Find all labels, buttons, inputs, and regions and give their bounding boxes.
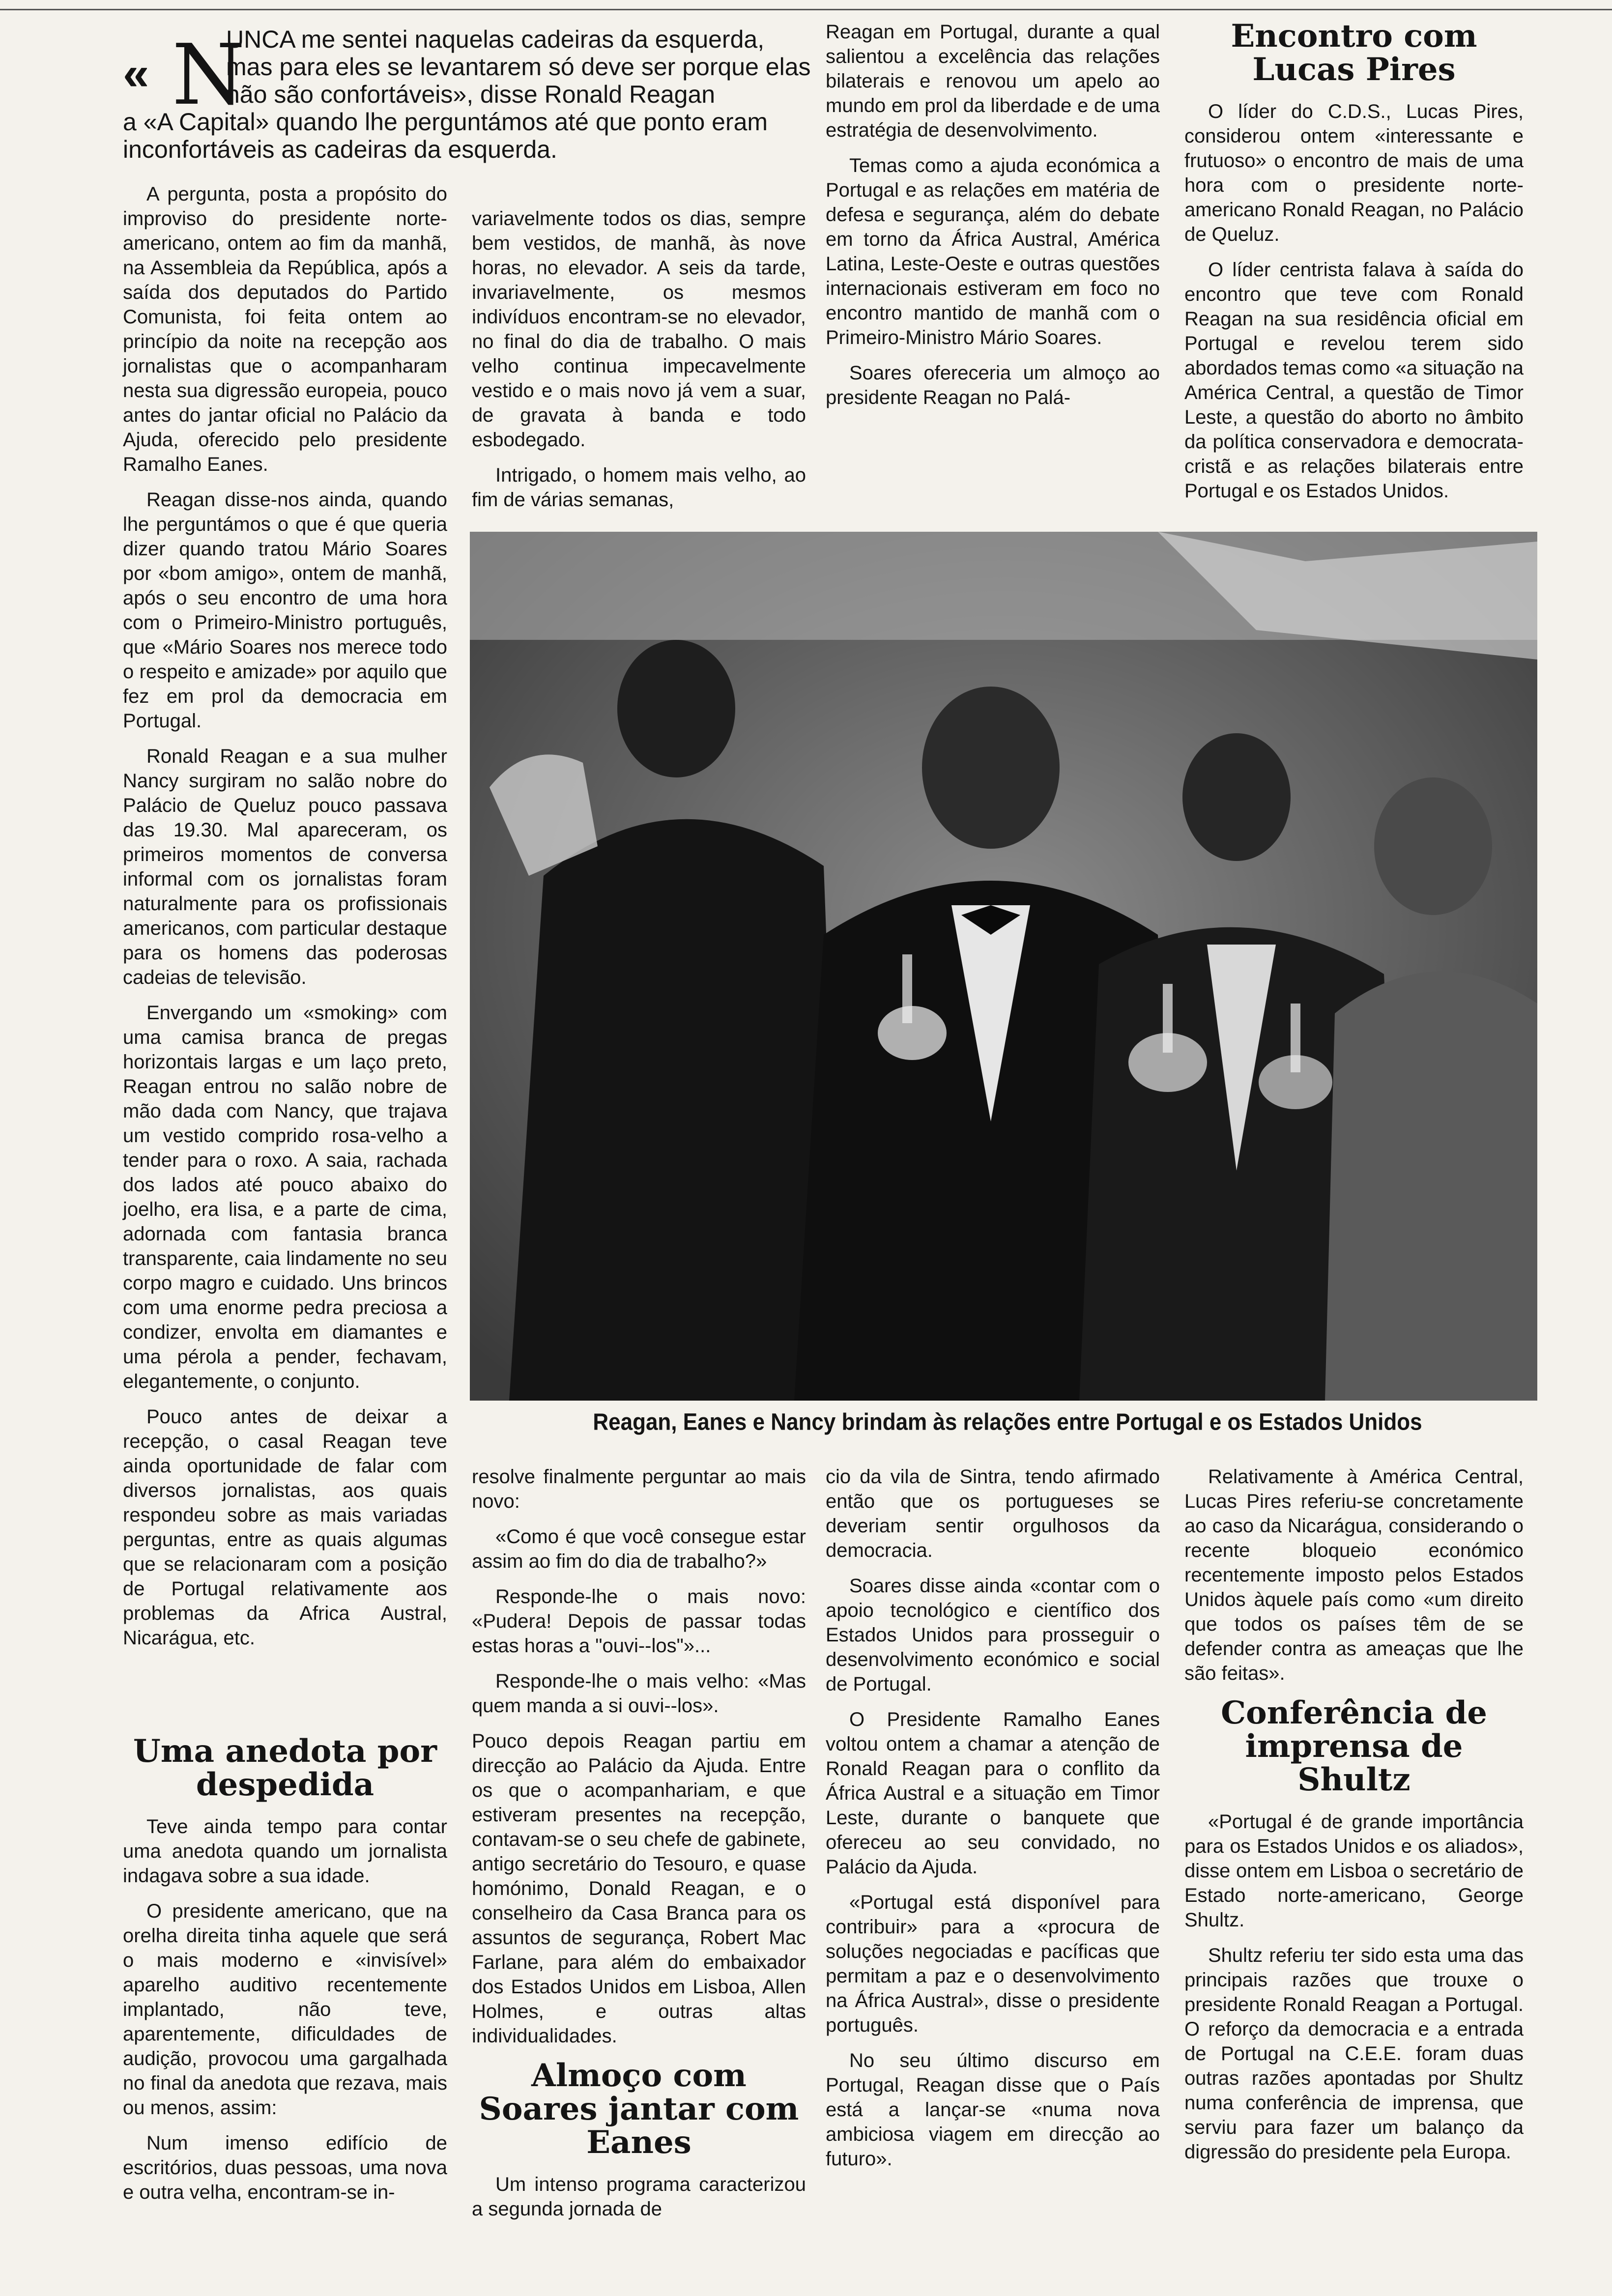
column-4-bottom <box>1184 1464 1524 2290</box>
paragraph: cio da vila de Sintra, tendo afirmado então que os portugueses se deveriam sentir orgulhosos da democracia. <box>826 1466 1160 1561</box>
paragraph: Responde-lhe o mais novo: «Pudera! Depois de passar todas estas horas a "ouvi--los"»... <box>472 1586 806 1657</box>
paragraph: O líder centrista falava à saída do encontro que teve com Ronald Reagan na sua residência oficial em Portugal e revelou terem sido abordados temas como «a situação na América Central, a questão de Timor Leste, a questão do aborto no âmbito da política conservadora e democrata-cristã e as relações bilaterais entre Portugal e os Estados Unidos. <box>1184 259 1524 502</box>
paragraph: Soares ofereceria um almoço ao presidente Reagan no Palá- <box>826 362 1160 408</box>
top-rule <box>0 9 1612 10</box>
column-3-top <box>826 20 1160 516</box>
column-1-top <box>123 182 447 1649</box>
paragraph: Pouco depois Reagan partiu em direcção ao Palácio da Ajuda. Entre os que o acompanhariam, e que estiveram presentes na recepção, contavam-se o seu chefe de gabinete, antigo secretário do Tesouro, e quase homónimo, Donald Reagan, e o conselheiro da Casa Branca para os assuntos de segurança, Robert Mac Farlane, para além do embaixador dos Estados Unidos em Lisboa, Allen Holmes, e outras altas individualidades. <box>472 1730 806 2047</box>
paragraph: O Presidente Ramalho Eanes voltou ontem a chamar a atenção de Ronald Reagan para o conflito da África Austral e a situação em Timor Leste, durante o banquete que ofereceu ao seu convidado, no Palácio da Ajuda. <box>826 1709 1160 1878</box>
paragraph: Teve ainda tempo para contar uma anedota quando um jornalista indagava sobre a sua idade. <box>123 1816 447 1887</box>
column-3-bottom <box>826 1464 1160 2290</box>
paragraph: Responde-lhe o mais velho: «Mas quem manda a si ouvi--los». <box>472 1670 806 1717</box>
paragraph: Envergando um «smoking» com uma camisa branca de pregas horizontais largas e um laço preto, Reagan entrou no salão nobre de mão dada com Nancy, que trajava um vestido comprido rosa-velho a tender para o roxo. A saia, rachada dos lados até pouco abaixo do joelho, era lisa, e a parte de cima, adornada com fantasia branca transparente, caia lindamente no seu corpo magro e cuidado. Uns brincos com uma enorme pedra preciosa a condizer, envolta em diamantes e uma pérola a pender, fechavam, elegantemente, o conjunto. <box>123 1002 447 1392</box>
paragraph: Relativamente à América Central, Lucas Pires referiu-se concretamente ao caso da Nicarágua, considerando o recente bloqueio económico recentemente imposto pelos Estados Unidos àquele país como «um direito que todos os países têm de se defender contra as ameaças que lhe são feitas». <box>1184 1466 1524 1684</box>
paragraph: Ronald Reagan e a sua mulher Nancy surgiram no salão nobre do Palácio de Queluz pouco passava das 19.30. Mal apareceram, os primeiros momentos de conversa informal com os jornalistas foram naturalmente para os profissionais americanos, com particular destaque para os homens das poderosas cadeias de televisão. <box>123 746 447 988</box>
subheading-anedota: Uma anedota por despedida <box>133 1733 437 1803</box>
paragraph: Temas como a ajuda económica a Portugal e as relações em matéria de defesa e segurança, além do debate em torno da África Austral, América Latina, Leste-Oeste e outras questões internacionais estiveram em foco no encontro mantido de manhã com o Primeiro-Ministro Mário Soares. <box>826 155 1160 348</box>
lead-line-1: UNCA me sentei naquelas cadeiras da esquerda, mas para eles se levantarem só deve ser porque elas não são confortáveis», disse Ronald Reagan <box>226 26 811 108</box>
subheading-lucas-pires: Encontro com Lucas Pires <box>1231 18 1477 88</box>
paragraph: O presidente americano, que na orelha direita tinha aquele que será o mais moderno e «invisível» aparelho auditivo recentemente implantado, não teve, aparentemente, dificuldades de audição, provocou uma gargalhada no final da anedota que rezava, mais ou menos, assim: <box>123 1900 447 2119</box>
column-2-bottom <box>472 1464 806 2290</box>
paragraph: Intrigado, o homem mais velho, ao fim de várias semanas, <box>472 464 806 511</box>
column-2-top <box>472 206 806 516</box>
lead-paragraph <box>123 26 816 163</box>
column-1-bottom <box>123 1735 447 2285</box>
paragraph: variavelmente todos os dias, sempre bem vestidos, de manhã, às nove horas, no elevador. A seis da tarde, invariavelmente, os mesmos indivíduos encontram-se no elevador, no final do dia de trabalho. O mais velho continua impecavelmente vestido e o mais novo já vem a suar, de gravata à banda e todo esbodegado. <box>472 208 806 451</box>
paragraph: Reagan disse-nos ainda, quando lhe perguntámos o que é que queria dizer quando tratou Mário Soares por «bom amigo», ontem de manhã, após o seu encontro de uma hora com o Primeiro-Ministro português, que «Mário Soares nos merece todo o respeito e amizade» por aquilo que fez em prol da democracia em Portugal. <box>123 489 447 732</box>
paragraph: A pergunta, posta a propósito do improviso do presidente norte-americano, ontem ao fim da manhã, na Assembleia da República, após a saída dos deputados do Partido Comunista, foi feita ontem ao princípio da noite na recepção aos jornalistas que o acompanharam nesta sua digressão europeia, pouco antes do jantar oficial no Palácio da Ajuda, oferecido pelo presidente Ramalho Eanes. <box>123 183 447 475</box>
paragraph: «Como é que você consegue estar assim ao fim do dia de trabalho?» <box>472 1526 806 1572</box>
paragraph: No seu último discurso em Portugal, Reagan disse que o País está a lançar-se «numa nova ambiciosa viagem em direcção ao futuro». <box>826 2050 1160 2170</box>
paragraph: «Portugal é de grande importância para os Estados Unidos e os aliados», disse ontem em Lisboa o secretário de Estado norte-americano, George Shultz. <box>1184 1811 1524 1931</box>
subheading-shultz: Conferência de imprensa de Shultz <box>1221 1694 1487 1798</box>
paragraph: «Portugal está disponível para contribuir» para a «procura de soluções negociadas e pacíficas que permitam a paz e o desenvolvimento na África Austral», disse o presidente português. <box>826 1892 1160 2036</box>
paragraph: Soares disse ainda «contar com o apoio tecnológico e científico dos Estados Unidos para prosseguir o desenvolvimento económico e social de Portugal. <box>826 1575 1160 1695</box>
photo-caption: Reagan, Eanes e Nancy brindam às relações entre Portugal e os Estados Unidos <box>593 1408 1422 1435</box>
subheading-almoco: Almoço com Soares jantar com Eanes <box>479 2057 799 2161</box>
paragraph: Reagan em Portugal, durante a qual salientou a excelência das relações bilaterais e renovou um apelo ao mundo em prol da liberdade e de uma estratégia de desenvolvimento. <box>826 21 1160 141</box>
lead-line-2: a «A Capital» quando lhe perguntámos até que ponto eram inconfortáveis as cadeiras da esquerda. <box>123 108 768 163</box>
lead-quote-mark: « <box>123 47 149 100</box>
photo-illustration <box>470 532 1537 1401</box>
paragraph: Shultz referiu ter sido esta uma das principais razões que trouxe o presidente Ronald Reagan a Portugal. O reforço da democracia e a entrada de Portugal na C.E.E. foram duas outras razões apontadas por Shultz numa conferência de imprensa, que serviu para fazer um balanço da digressão do presidente pela Europa. <box>1184 1945 1524 2163</box>
paragraph: Um intenso programa caracterizou a segunda jornada de <box>472 2174 806 2220</box>
news-photo <box>470 532 1537 1401</box>
paragraph: resolve finalmente perguntar ao mais novo: <box>472 1466 806 1512</box>
lead-drop-cap: N <box>172 27 245 124</box>
column-4-top <box>1184 20 1524 516</box>
paragraph: Pouco antes de deixar a recepção, o casal Reagan teve ainda oportunidade de falar com diversos jornalistas, aos quais respondeu sobre as mais variadas perguntas, entre as quais algumas que se relacionaram com a posição de Portugal relativamente aos problemas da Africa Austral, Nicarágua, etc. <box>123 1406 447 1649</box>
paragraph: Num imenso edifício de escritórios, duas pessoas, uma nova e outra velha, encontram-se in- <box>123 2132 447 2203</box>
paragraph: O líder do C.D.S., Lucas Pires, considerou ontem «interessante e frutuoso» o encontro de mais de uma hora com o presidente norte-americano Ronald Reagan, no Palácio de Queluz. <box>1184 101 1524 245</box>
